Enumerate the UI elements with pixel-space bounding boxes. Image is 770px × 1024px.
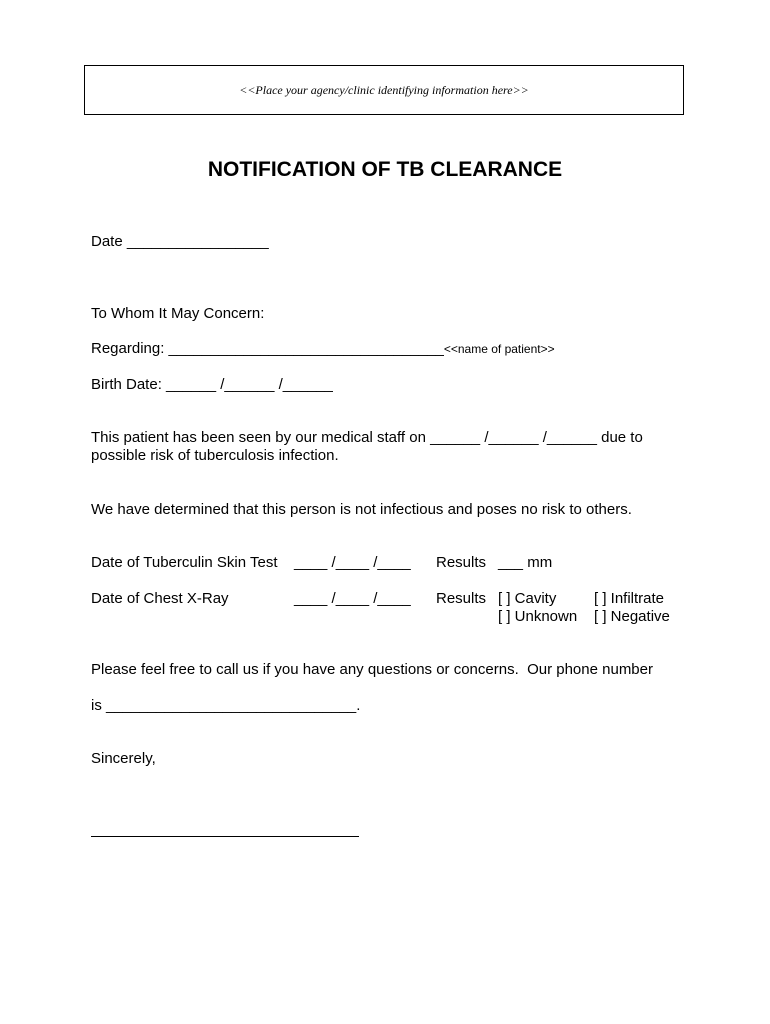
contact-line-1: Please feel free to call us if you have any questions or concerns. Our phone number	[91, 661, 653, 678]
signature-line	[91, 836, 359, 837]
date-line: Date _________________	[91, 233, 269, 250]
determination-statement: We have determined that this person is not infectious and poses no risk to others.	[91, 501, 632, 518]
chest-xray-label: Date of Chest X-Ray	[91, 590, 229, 607]
xray-option-unknown: [ ] Unknown	[498, 608, 578, 625]
skin-test-results-value: ___ mm	[498, 554, 553, 571]
xray-option-cavity: [ ] Cavity	[498, 590, 557, 607]
regarding-hint: <<name of patient>>	[443, 342, 555, 356]
closing: Sincerely,	[91, 750, 156, 767]
birth-date-line: Birth Date: ______ /______ /______	[91, 376, 333, 393]
xray-option-negative: [ ] Negative	[594, 608, 670, 625]
xray-option-infiltrate: [ ] Infiltrate	[594, 590, 665, 607]
document-title: NOTIFICATION OF TB CLEARANCE	[207, 158, 563, 181]
skin-test-results-label: Results	[436, 554, 487, 571]
agency-info-placeholder: <<Place your agency/clinic identifying information here>>	[239, 82, 529, 97]
agency-info-box	[84, 65, 684, 115]
seen-paragraph-line-1: This patient has been seen by our medical staff on ______ /______ /______ due to	[91, 429, 643, 446]
contact-line-2: is ______________________________.	[91, 697, 361, 714]
seen-paragraph-line-2: possible risk of tuberculosis infection.	[91, 447, 339, 464]
skin-test-date: ____ /____ /____	[294, 554, 411, 571]
regarding-line	[91, 340, 555, 358]
chest-xray-date: ____ /____ /____	[294, 590, 411, 607]
regarding-label: Regarding: _________________________________	[91, 340, 444, 357]
salutation: To Whom It May Concern:	[91, 305, 265, 322]
chest-xray-results-label: Results	[436, 590, 487, 607]
skin-test-label: Date of Tuberculin Skin Test	[91, 554, 278, 571]
